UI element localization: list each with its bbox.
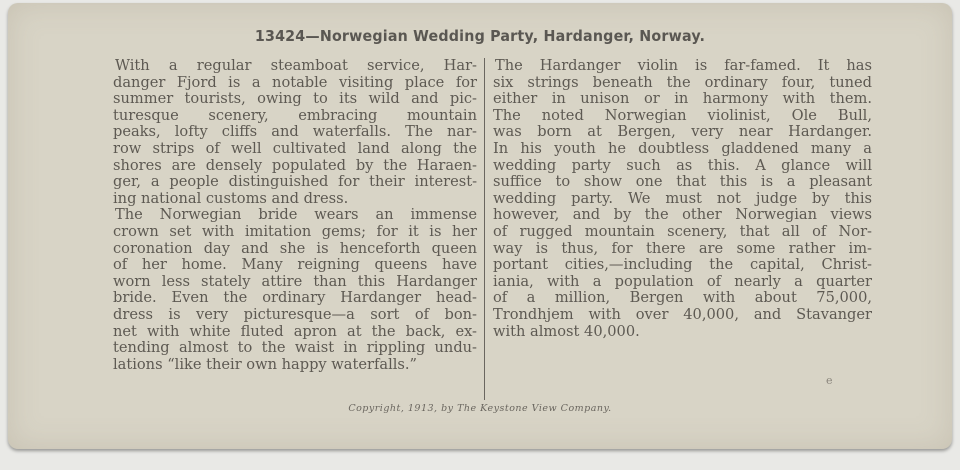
- text-line: coronation day and she is henceforth queen: [113, 239, 477, 257]
- column-divider: [484, 58, 485, 400]
- text-line: bride. Even the ordinary Hardanger head-: [113, 289, 477, 307]
- text-line: portant cities,—including the capital, Christ-: [493, 256, 872, 274]
- text-line: net with white fluted apron at the back, ex-: [113, 322, 477, 340]
- copyright-notice: Copyright, 1913, by The Keystone View Company.: [348, 403, 612, 414]
- text-line: turesque scenery, embracing mountain: [113, 106, 477, 124]
- text-line: way is thus, for there are some rather im-: [493, 239, 872, 257]
- text-line: With a regular steamboat service, Har-: [115, 57, 477, 74]
- text-line: In his youth he doubtless gladdened many a: [493, 139, 872, 157]
- text-line: six strings beneath the ordinary four, tuned: [493, 73, 872, 91]
- text-line: Trondhjem with over 40,000, and Stavanger: [493, 305, 872, 323]
- text-line: worn less stately attire than this Hardanger: [113, 272, 477, 290]
- text-line: iania, with a population of nearly a quarter: [493, 272, 872, 290]
- text-line: wedding party. We must not judge by this: [493, 189, 872, 207]
- text-line: either in unison or in harmony with them.: [493, 90, 872, 108]
- text-line: was born at Bergen, very near Hardanger.: [493, 123, 872, 141]
- handwritten-mark: e: [826, 374, 833, 387]
- text-line: however, and by the other Norwegian views: [493, 206, 872, 224]
- text-line: tending almost to the waist in rippling undu-: [113, 339, 477, 357]
- text-line: suffice to show one that this is a pleasant: [493, 173, 872, 191]
- text-line: The Hardanger violin is far-famed. It has: [495, 57, 872, 74]
- right-text-column: [493, 58, 872, 340]
- text-line: The Norwegian bride wears an immense: [115, 206, 477, 224]
- text-line: dress is very picturesque—a sort of bon-: [113, 305, 477, 323]
- text-line: lations “like their own happy waterfalls.”: [113, 355, 417, 373]
- text-line: The noted Norwegian violinist, Ole Bull,: [493, 106, 872, 124]
- text-line: danger Fjord is a notable visiting place for: [113, 73, 477, 91]
- text-line: of her home. Many reigning queens have: [113, 256, 477, 274]
- text-line: of rugged mountain scenery, that all of Nor-: [493, 222, 872, 240]
- text-line: shores are densely populated by the Haraen-: [113, 156, 477, 174]
- text-line: row strips of well cultivated land along the: [113, 139, 477, 157]
- card-title: 13424—Norwegian Wedding Party, Hardanger, Norway.: [254, 27, 706, 45]
- text-line: summer tourists, owing to its wild and pic-: [113, 90, 477, 108]
- text-line: ing national customs and dress.: [113, 189, 349, 207]
- left-text-column: [113, 58, 477, 373]
- text-line: peaks, lofty cliffs and waterfalls. The nar-: [113, 123, 477, 141]
- text-line: of a million, Bergen with about 75,000,: [493, 289, 872, 307]
- text-line: ger, a people distinguished for their interest-: [113, 173, 477, 191]
- text-line: wedding party such as this. A glance will: [493, 156, 872, 174]
- text-line: crown set with imitation gems; for it is her: [113, 222, 477, 240]
- text-line: with almost 40,000.: [493, 322, 640, 340]
